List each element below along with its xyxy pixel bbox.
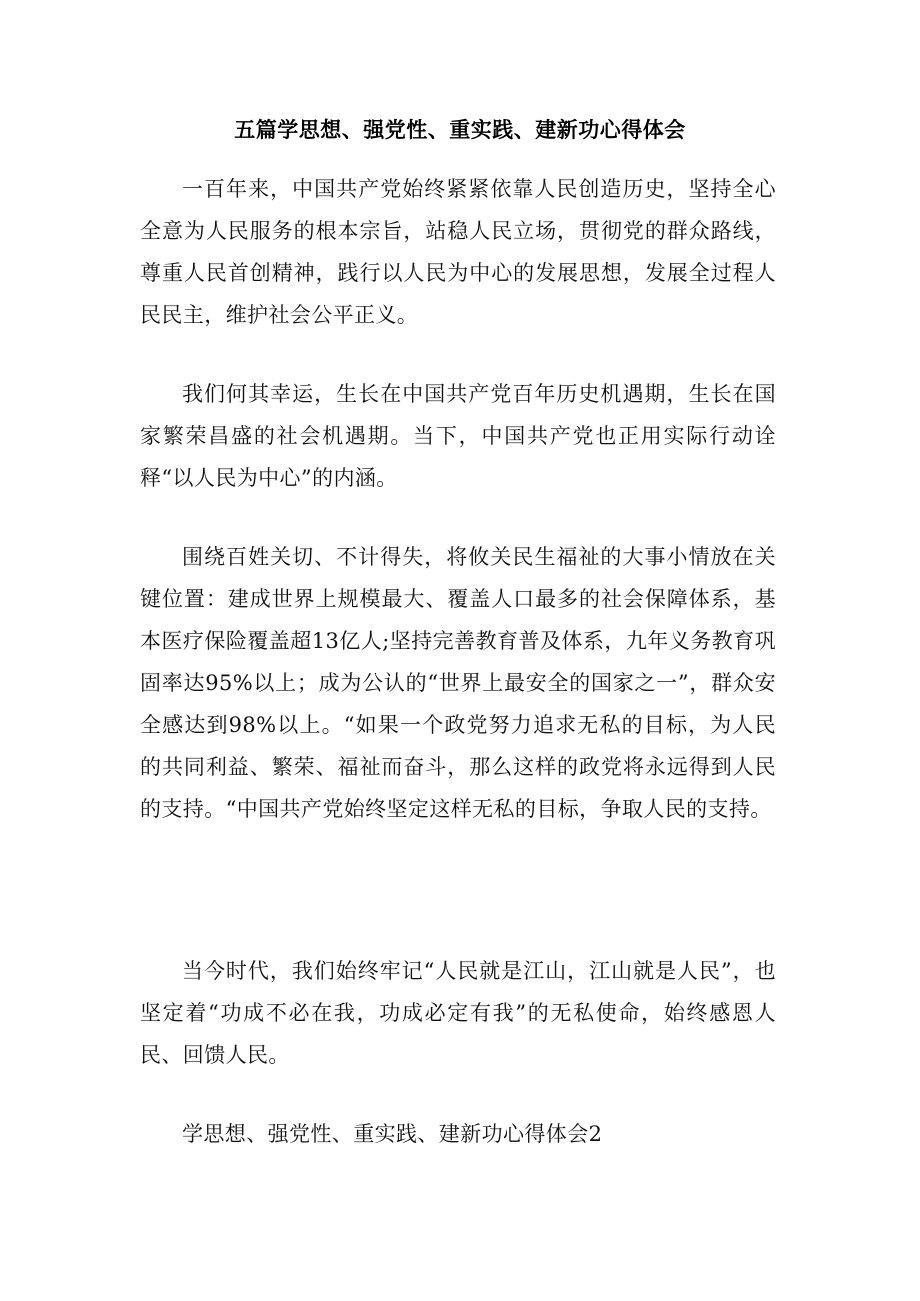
document-title: 五篇学思想、强党性、重实践、建新功心得体会 — [234, 118, 686, 142]
paragraph-2: 我们何其幸运，生长在中国共产党百年历史机遇期，生长在国家繁荣昌盛的社会机遇期。当下，中国共产党也正用实际行动诠释“以人民为中心”的内涵。 — [140, 382, 776, 490]
section-heading-2: 学思想、强党性、重实践、建新功心得体会2 — [182, 1122, 603, 1146]
paragraph-1: 一百年来，中国共产党始终紧紧依靠人民创造历史，坚持全心全意为人民服务的根本宗旨，站稳人民立场，贯彻党的群众路线，尊重人民首创精神，践行以人民为中心的发展思想，发展全过程人民民主，维护社会公平正义。 — [140, 177, 776, 327]
paragraph-4: 当今时代，我们始终牢记“人民就是江山，江山就是人民”，也坚定着“功成不必在我，功成必定有我”的无私使命，始终感恩人民、回馈人民。 — [140, 959, 776, 1067]
paragraph-3: 围绕百姓关切、不计得失，将攸关民生福祉的大事小情放在关键位置：建成世界上规模最大、覆盖人口最多的社会保障体系，基本医疗保险覆盖超13亿人;坚持完善教育普及体系，九年义务教育巩固率达95%以上；成为公认的“世界上最安全的国家之一”，群众安全感达到98%以上。“如果一个政党努力追求无私的目标，为人民的共同利益、繁荣、福祉而奋斗，那么这样的政党将永远得到人民的支持。“中国共产党始终坚定这样无私的目标，争取人民的支持。 — [140, 545, 776, 821]
